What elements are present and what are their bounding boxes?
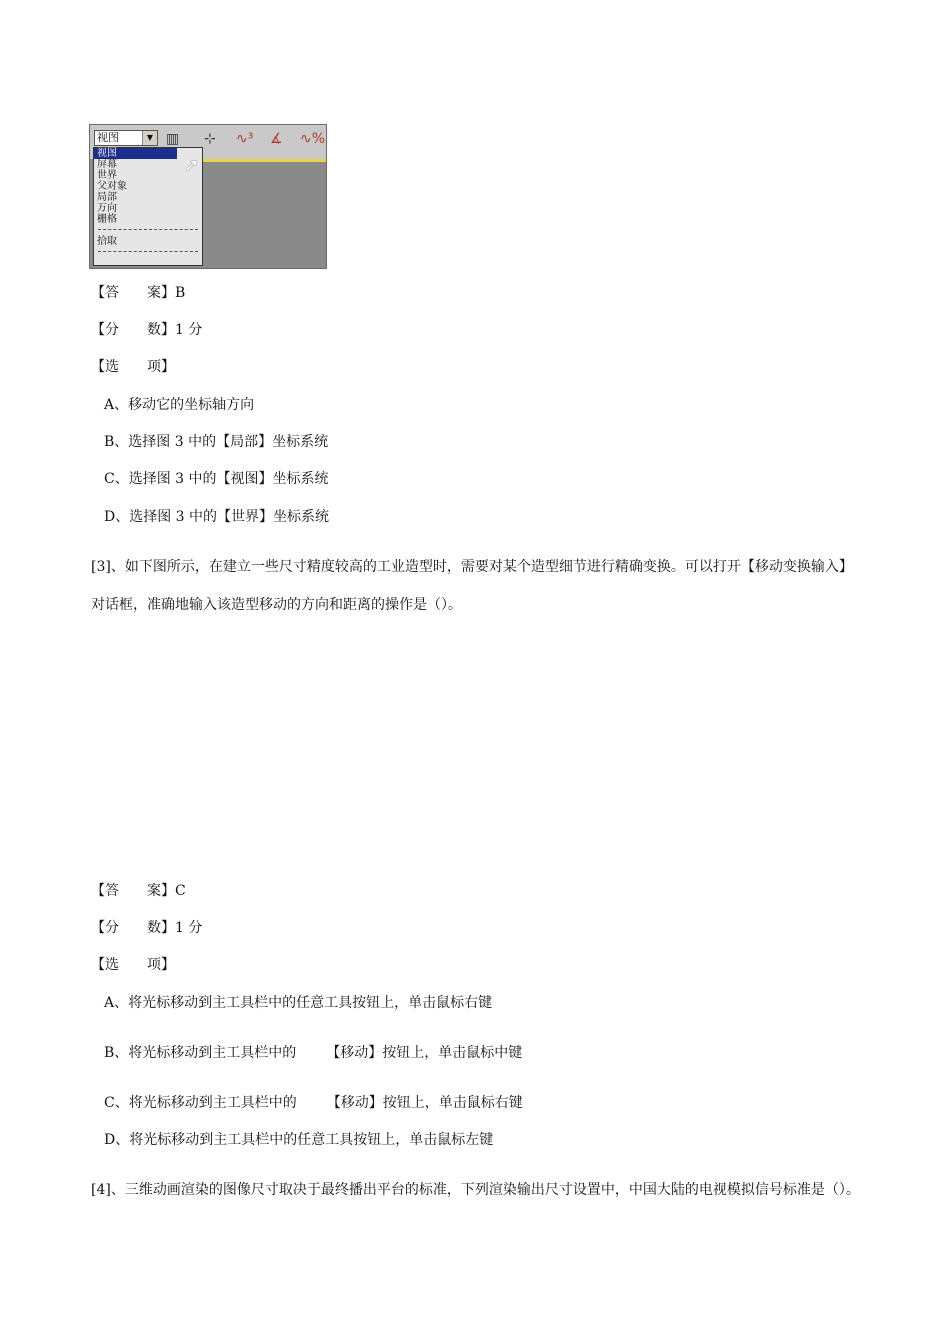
chevron-down-icon[interactable]: ▼ [142,131,157,145]
menu-item-screen[interactable]: 屏幕 [97,159,117,170]
menu-item-grid[interactable]: 栅格 [97,214,117,225]
q3-option-d: D、将光标移动到主工具栏中的任意工具按钮上，单击鼠标左键 [104,1132,494,1148]
answer-label: 【答 案】 [91,883,175,899]
axis-icon[interactable]: ⊹ [204,131,216,147]
menu-item-pick[interactable]: 拾取 [97,236,117,247]
angle-snap-icon[interactable]: ∡ [270,131,283,147]
q2-option-b: B、选择图 3 中的【局部】坐标系统 [104,434,329,450]
combo-value: 视图 [97,131,119,144]
menu-item-parent[interactable]: 父对象 [97,181,127,192]
viewport-border [202,159,327,162]
score-value: 1 分 [175,920,203,936]
q3-option-b [104,1044,522,1062]
menu-item-local[interactable]: 局部 [97,192,117,203]
menu-item-view[interactable]: 视图 [94,148,177,159]
menu-divider [98,251,198,258]
q3-answer [91,882,186,900]
score-label: 【分 数】 [91,920,175,936]
option-text: C、将光标移动到主工具栏中的 [104,1095,297,1111]
option-text: B、将光标移动到主工具栏中的 [104,1045,297,1061]
menu-item-gimbal[interactable]: 万向 [97,203,117,214]
answer-label: 【答 案】 [91,285,175,301]
q3-score [91,919,202,937]
option-text: 【移动】按钮上，单击鼠标右键 [326,1095,523,1111]
score-label: 【分 数】 [91,322,175,338]
score-value: 1 分 [175,322,203,338]
q4-question: [4]、三维动画渲染的图像尺寸取决于最终播出平台的标准，下列渲染输出尺寸设置中，中国大陆的电视模拟信号标准是（）。 [91,1182,860,1198]
q3-question-line1: [3]、如下图所示，在建立一些尺寸精度较高的工业造型时，需要对某个造型细节进行精确变换。可以打开【移动变换输入】 [91,559,853,575]
menu-item-world[interactable]: 世界 [97,170,117,181]
q2-option-c: C、选择图 3 中的【视图】坐标系统 [104,471,329,487]
percent-snap-icon[interactable]: ∿% [300,131,326,147]
answer-value: B [175,285,186,301]
q2-option-d: D、选择图 3 中的【世界】坐标系统 [104,509,330,525]
q2-options-label: 【选 项】 [91,359,175,375]
q2-answer [91,284,185,302]
q3-option-c [104,1094,523,1112]
mouse-cursor-icon: ➚ [184,155,200,176]
answer-value: C [175,883,186,899]
snap-icon[interactable]: ∿³ [236,131,254,147]
q3-question-line2: 对话框，准确地输入该造型移动的方向和距离的操作是（）。 [91,597,462,613]
q3-option-a: A、将光标移动到主工具栏中的任意工具按钮上，单击鼠标右键 [104,995,493,1011]
coordinate-system-screenshot [89,124,327,269]
menu-divider [98,229,198,236]
q3-options-label: 【选 项】 [91,957,175,973]
option-text: 【移动】按钮上，单击鼠标中键 [326,1045,523,1061]
q2-score [91,321,202,339]
layout-icon[interactable]: ▥ [166,131,180,147]
reference-coordinate-combo[interactable] [94,130,158,146]
q2-option-a: A、移动它的坐标轴方向 [104,397,255,413]
